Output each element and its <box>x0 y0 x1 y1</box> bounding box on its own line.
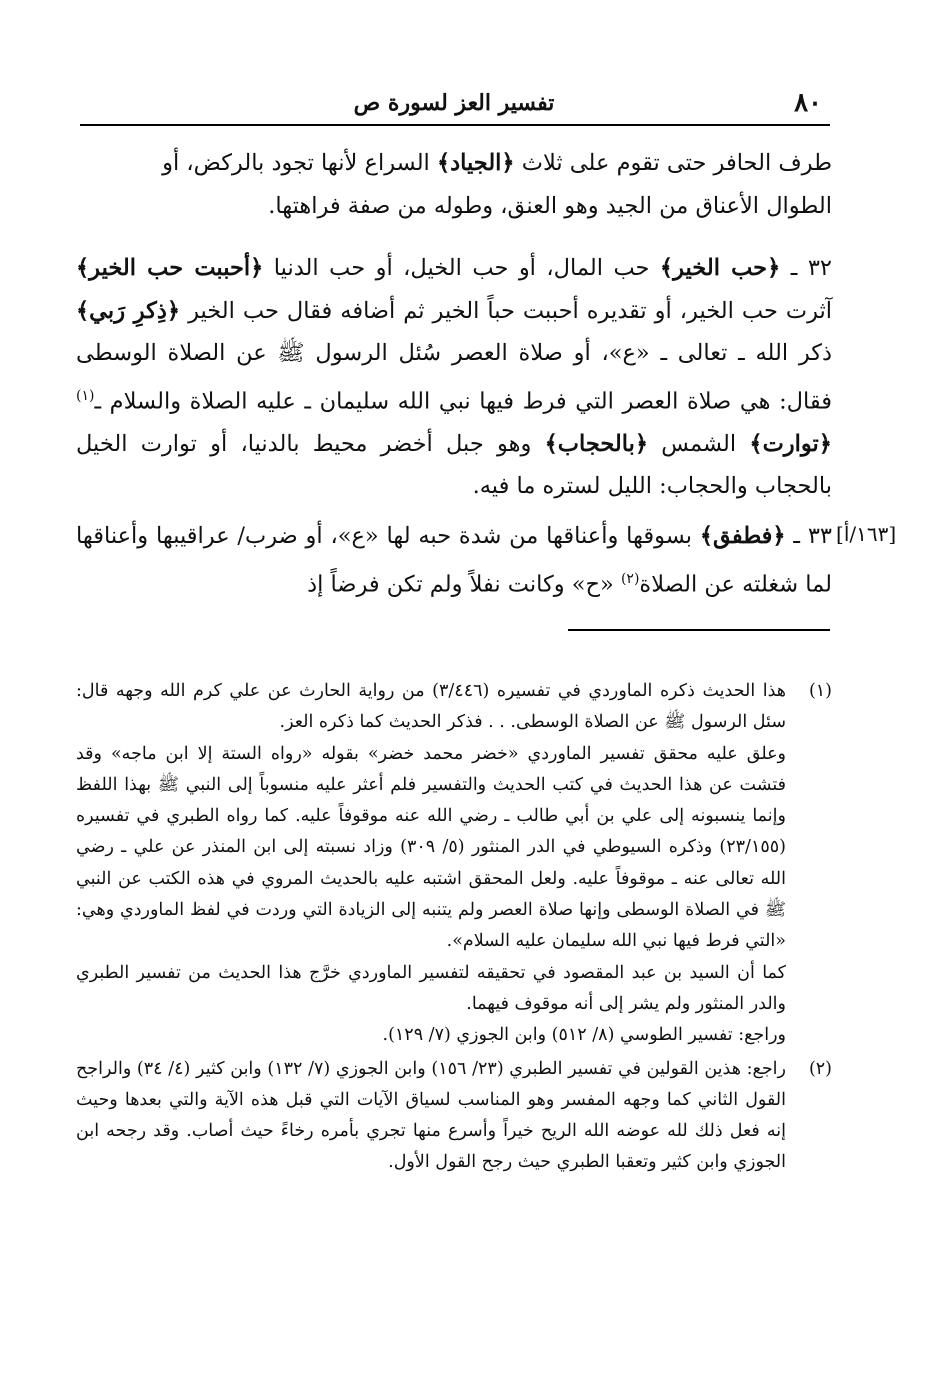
page-number: ٨٠ <box>794 88 822 118</box>
footnote-paragraph: كما أن السيد بن عبد المقصود في تحقيقه لتفسير الماوردي خرَّج هذا الحديث من تفسير الطبري والدر المنثور ولم يشر إلى أنه موقوف فيهما. <box>76 962 786 1014</box>
main-text-2 <box>76 247 832 508</box>
paragraph-2 <box>76 247 832 508</box>
verse-number: ٣٣ ـ <box>785 523 832 549</box>
footnote-marker-1: (١) <box>76 387 95 404</box>
footnote-paragraph: هذا الحديث ذكره الماوردي في تفسيره (٣/٤٤٦) من رواية الحارث عن علي كرم الله وجهه قال: سئل الرسول ﷺ عن الصلاة الوسطى. . . فذكر الحديث كما ذكره العز. <box>76 681 787 733</box>
text-run: حب المال، أو حب الخيل، أو حب الدنيا <box>263 255 660 281</box>
text-run: ذكر الله ـ تعالى ـ «ع»، أو صلاة العصر سُئل الرسول ﷺ عن الصلاة الوسطى فقال: هي صلاة العصر التي فرط فيها نبي الله سليمان ـ عليه الصلاة والسلام ـ <box>76 340 832 414</box>
margin-reference: [١٦٣/أ] <box>836 522 897 546</box>
footnote-marker-2: (٢) <box>620 570 640 587</box>
text-run: «ح» وكانت نفلاً ولم تكن فرضاً إذ <box>307 571 621 597</box>
main-text-3 <box>76 515 832 606</box>
text-run: طرف الحافر حتى تقوم على ثلاث <box>514 150 832 176</box>
footnote-paragraph: راجع: هذين القولين في تفسير الطبري (٢٣/ ١٥٦) وابن الجوزي (٧/ ١٣٢) وابن كثير (٤/ ٣٤) والراجح القول الثاني كما وجهه المفسر وهو المناسب لسياق الآيات التي قبل هذه الآية والتي بعدها وحيث إنه فعل ذلك لله عوضه الله الريح خيراً وأسرع منها تجري بأمره رخاءً حيث أصاب. وقد رجحه ابن الجوزي وابن كثير وتعقبا الطبري حيث رجح القول الأول. <box>76 1058 786 1173</box>
footnote-paragraph: وعلق عليه محقق تفسير الماوردي «خضر محمد خضر» بقوله «رواه الستة إلا ابن ماجه» وقد فتشت عن هذا الحديث في كتب الحديث والتفسير فلم أعثر عليه منسوباً إلى النبي ﷺ بهذا اللفظ وإنما ينسبونه إلى علي بن أبي طالب ـ رضي الله عنه موقوفاً عليه. كما رواه الطبري في تفسيره (٢٣/١٥٥) وذكره السيوطي في الدر المنثور (٥/ ٣٠٩) وزاد نسبته إلى ابن المنذر عن علي ـ رضي الله تعالى عنه ـ موقوفاً عليه. ولعل المحقق اشتبه عليه بالحديث المروي في هذه الكتب عن النبي ﷺ في الصلاة الوسطى وإنها صلاة العصر ولم يتنبه إلى الزيادة التي وردت في لفظ الماوردي وهي: «التي فرط فيها نبي الله سليمان عليه السلام». <box>76 743 787 952</box>
quran-word: ﴿الجياد﴾ <box>436 150 515 176</box>
quran-word: ﴿حب الخير﴾ <box>659 255 781 281</box>
footnote-number: (١) <box>808 681 832 701</box>
quran-word: ﴿فطفق﴾ <box>699 523 786 549</box>
paragraph-1 <box>76 142 832 227</box>
footnotes <box>76 676 832 1179</box>
footnote-2 <box>76 1054 832 1179</box>
text-run: آثرت حب الخير، أو تقديره أحببت حباً الخير ثم أضافه فقال حب الخير <box>180 297 832 324</box>
quran-word: ﴿توارت﴾ <box>749 430 832 457</box>
quran-word: ﴿ذِكرِ رَبي﴾ <box>76 297 181 324</box>
footnote-number: (٢) <box>808 1058 832 1079</box>
text-run: الشمس <box>648 430 750 457</box>
paragraph-3 <box>76 515 832 606</box>
text-run: وهو جبل أخضر محيط بالدنيا، أو توارت الخيل بالحجاب والحجاب: الليل لستره ما فيه. <box>76 430 832 499</box>
running-title: تفسير العز لسورة ص <box>353 90 555 116</box>
text-run: الطوال الأعناق من الجيد وهو العنق، وطوله من صفة فراهتها. <box>268 192 832 219</box>
verse-number: ٣٢ ـ <box>780 255 832 281</box>
footnote-paragraph: وراجع: تفسير الطوسي (٨/ ٥١٢) وابن الجوزي (٧/ ١٢٩). <box>382 1025 786 1046</box>
text-run: بسوقها وأعناقها من شدة حبه لها «ع»، أو ضرب/ عراقيبها وأعناقها لما شغلته عن الصلاة <box>76 523 832 597</box>
footnote-separator <box>568 629 830 631</box>
header-rule <box>80 124 830 126</box>
text-run: السراع لأنها تجود بالركض، أو <box>162 150 437 176</box>
quran-word: ﴿بالحجاب﴾ <box>544 430 649 457</box>
quran-word: ﴿أحببت حب الخير﴾ <box>76 255 264 281</box>
main-text-1 <box>76 142 832 227</box>
footnote-1 <box>76 676 832 1052</box>
page-header <box>78 88 830 122</box>
